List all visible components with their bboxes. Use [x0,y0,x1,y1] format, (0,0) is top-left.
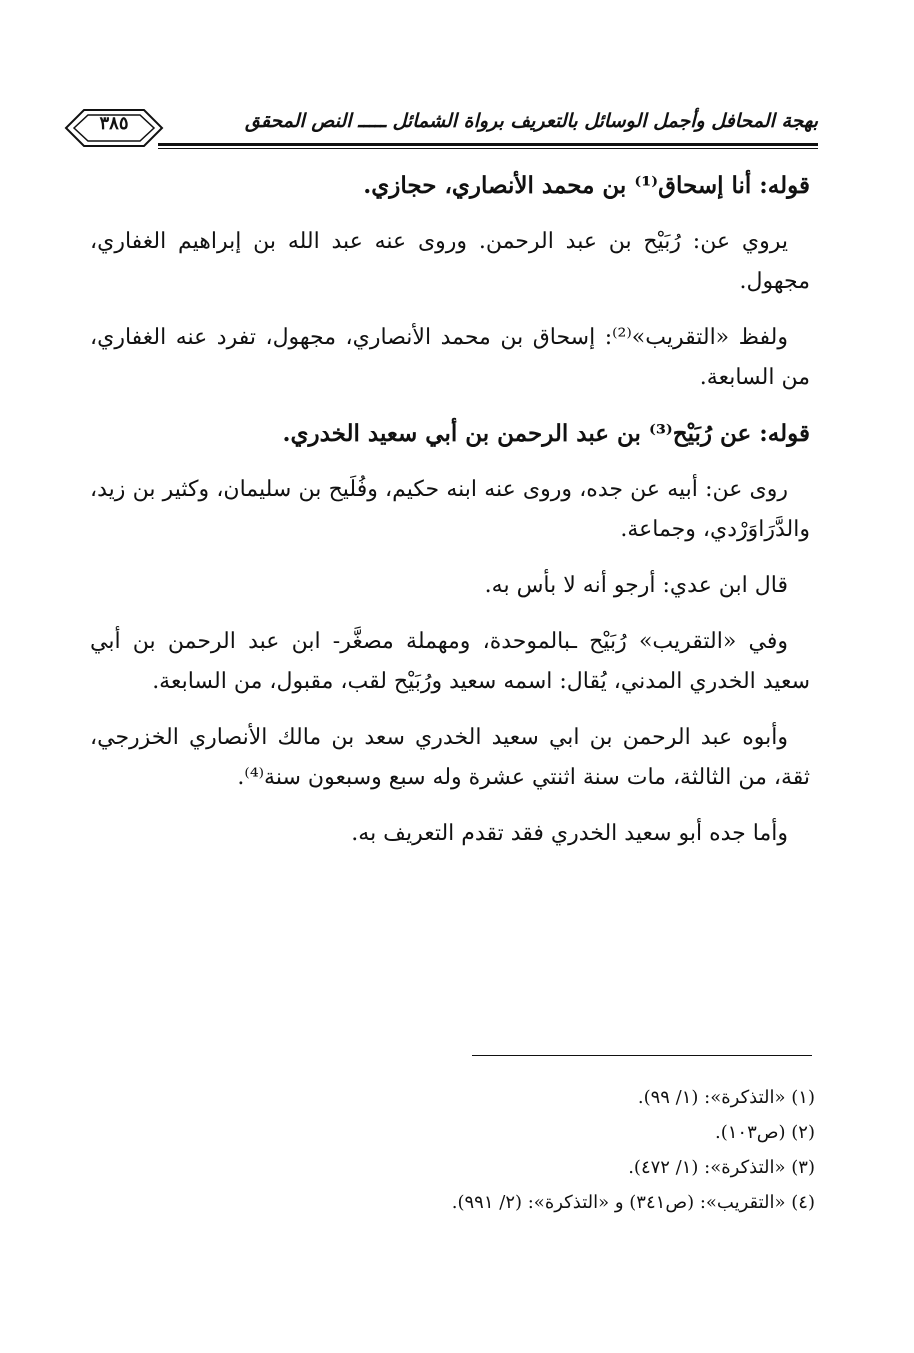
paragraph: ولفظ «التقريب»⁽²⁾: إسحاق بن محمد الأنصاري، مجهول، تفرد عنه الغفاري، من السابعة. [90,325,810,390]
running-title: بهجة المحافل وأجمل الوسائل بالتعريف برواة الشمائل ـــــ النص المحقق [245,110,818,132]
entry-heading: قوله: عن رُبَيْح⁽³⁾ بن عبد الرحمن بن أبي سعيد الخدري. [282,420,810,447]
paragraph: روى عن: أبيه عن جده، وروى عنه ابنه حكيم، وفُلَيح بن سليمان، وكثير بن زيد، والدَّرَاوَرْدي، وجماعة. [90,477,810,542]
footnote-separator [472,1055,812,1056]
entry-heading: قوله: أنا إسحاق⁽¹⁾ بن محمد الأنصاري، حجازي. [363,172,810,199]
paragraph: يروي عن: رُبَيْح بن عبد الرحمن. وروى عنه عبد الله بن إبراهيم الغفاري، مجهول. [90,229,810,294]
paragraph: قال ابن عدي: أرجو أنه لا بأس به. [484,573,788,598]
header-rule-thin [158,148,818,149]
main-text [90,160,810,870]
header-rule [158,143,818,146]
paragraph: وأبوه عبد الرحمن بن ابي سعيد الخدري سعد بن مالك الأنصاري الخزرجي، ثقة، من الثالثة، مات سنة اثنتي عشرة وله سبع وسبعون سنة⁽⁴⁾. [90,725,810,790]
footnote: (١) «التذكرة»: (١/ ٩٩). [637,1087,815,1108]
footnote: (٤) «التقريب»: (ص٣٤١) و «التذكرة»: (٢/ ٩٩١). [451,1192,815,1213]
paragraph: وأما جده أبو سعيد الخدري فقد تقدم التعريف به. [351,821,788,846]
footnote: (٢) (ص١٠٣). [715,1122,815,1143]
page-header [62,100,818,150]
paragraph: وفي «التقريب» رُبَيْح ـبالموحدة، ومهملة مصغَّر- ابن عبد الرحمن بن أبي سعيد الخدري المدني، يُقال: اسمه سعيد ورُبَيْح لقب، مقبول، من السابعة. [90,629,810,694]
footnotes [300,1080,815,1220]
footnote: (٣) «التذكرة»: (١/ ٤٧٢). [628,1157,815,1178]
page-number: ٣٨٥ [99,113,129,134]
